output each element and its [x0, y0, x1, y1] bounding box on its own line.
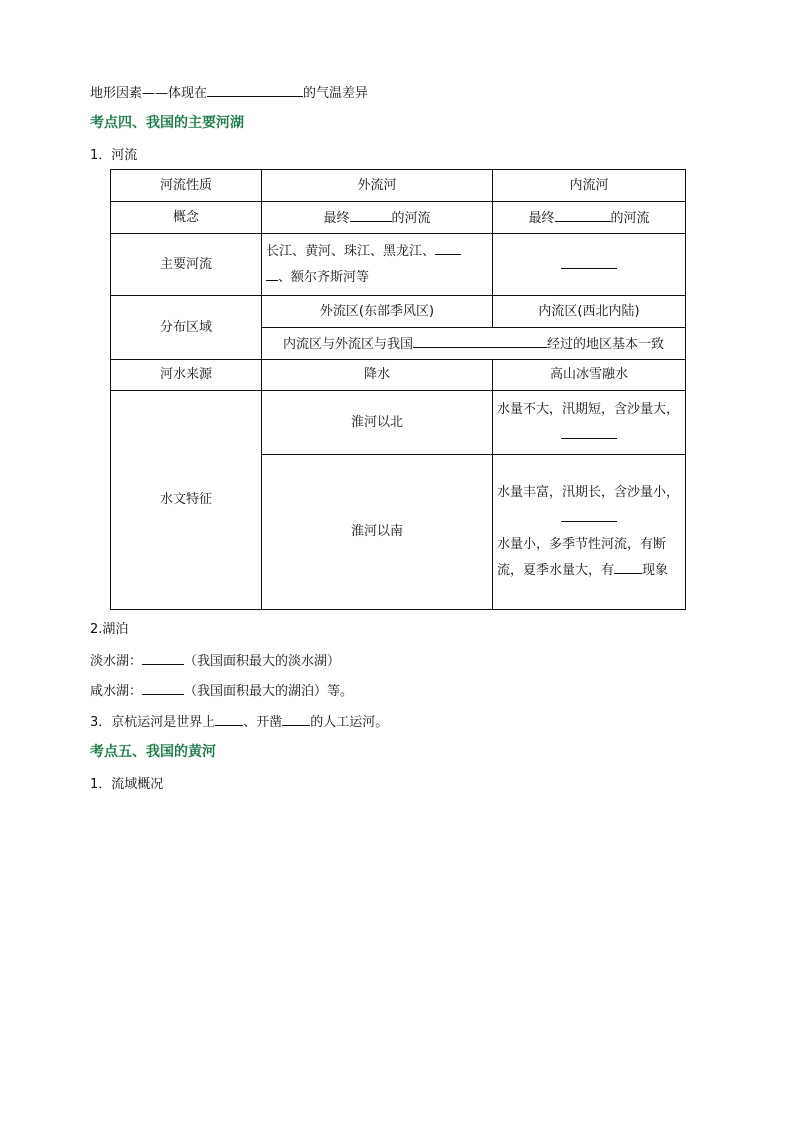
source-interior: 高山冰雪融水: [493, 360, 686, 391]
answer-blank[interactable]: [561, 508, 617, 522]
concept-interior: [493, 202, 686, 234]
main-rivers-interior: [493, 234, 686, 296]
basin-overview-label: 1．流域概况: [90, 777, 164, 792]
hydrology-north: 淮河以北: [262, 391, 493, 455]
cell-text: 内流区与外流区与我国: [282, 336, 413, 352]
cell-line: [266, 265, 488, 291]
line-text: 淡水湖：: [90, 654, 143, 669]
header-cell: 外流河: [262, 170, 493, 202]
distribution-merged: [262, 328, 686, 360]
lakes-label: 2.湖泊: [90, 622, 129, 637]
answer-blank[interactable]: [561, 255, 617, 269]
answer-blank[interactable]: [142, 651, 184, 665]
table-row: [111, 360, 686, 391]
distribution-interior: 内流区(西北内陆): [493, 296, 686, 328]
concept-exterior: [262, 202, 493, 234]
cell-text: 长江、黄河、珠江、黑龙江、: [266, 243, 436, 259]
terrain-factor-line: [90, 83, 368, 103]
row-label: 概念: [111, 202, 262, 234]
section5-heading: 考点五、我国的黄河: [90, 744, 216, 760]
terrain-suffix: 的气温差异: [303, 86, 369, 101]
cell-text: 经过的地区基本一致: [547, 336, 665, 352]
row-label: 分布区域: [111, 296, 262, 360]
cell-text: 的河流: [391, 210, 431, 226]
answer-blank[interactable]: [215, 712, 243, 726]
cell-text: 的河流: [610, 210, 650, 226]
rivers-table: [110, 169, 686, 610]
row-label: 水文特征: [111, 391, 262, 610]
answer-blank[interactable]: [435, 241, 461, 255]
main-rivers-exterior: [262, 234, 493, 296]
table-row: [111, 234, 686, 296]
answer-blank[interactable]: [413, 334, 547, 348]
line-text: （我国面积最大的湖泊）等。: [184, 684, 354, 699]
row-label: 河水来源: [111, 360, 262, 391]
answer-blank[interactable]: [207, 83, 303, 97]
source-exterior: 降水: [262, 360, 493, 391]
section4-heading: 考点四、我国的主要河湖: [90, 115, 244, 131]
saltwater-lake-line: [90, 681, 353, 701]
row-label: 主要河流: [111, 234, 262, 296]
cell-text: 流，夏季水量大，有: [497, 563, 615, 578]
cell-text: 、额尔齐斯河等: [278, 269, 370, 285]
cell-text: 最终: [323, 210, 350, 226]
answer-blank[interactable]: [142, 681, 184, 695]
canal-line: [90, 712, 388, 732]
answer-blank[interactable]: [561, 425, 617, 439]
cell-line: [497, 423, 681, 449]
table-row: [111, 391, 686, 455]
rivers-label: 1．河流: [90, 148, 138, 163]
cell-line: 水量丰富，汛期长，含沙量小，: [497, 485, 680, 500]
line-text: 、开凿: [243, 715, 283, 730]
line-text: 的人工运河。: [310, 715, 389, 730]
cell-line: [266, 239, 488, 265]
hydrology-south: 淮河以南: [262, 455, 493, 610]
cell-line: 水量不大，汛期短，含沙量大，: [497, 401, 680, 417]
answer-blank[interactable]: [555, 208, 611, 222]
answer-blank[interactable]: [614, 560, 642, 574]
table-row: [111, 170, 686, 202]
cell-text: 最终: [528, 210, 555, 226]
answer-blank[interactable]: [350, 208, 392, 222]
distribution-exterior: 外流区(东部季风区): [262, 296, 493, 328]
line-text: 3．京杭运河是世界上: [90, 715, 216, 730]
line-text: （我国面积最大的淡水湖）: [184, 654, 341, 669]
header-cell: 内流河: [493, 170, 686, 202]
freshwater-lake-line: [90, 651, 340, 671]
header-cell: 河流性质: [111, 170, 262, 202]
hydrology-north-interior: [493, 391, 686, 455]
line-text: 咸水湖：: [90, 684, 143, 699]
cell-line: [497, 558, 681, 584]
table-row: [111, 296, 686, 328]
cell-text: 现象: [642, 563, 669, 578]
answer-blank[interactable]: [266, 267, 278, 281]
table-row: [111, 202, 686, 234]
hydrology-south-interior: [493, 455, 686, 610]
cell-line: [497, 506, 681, 532]
cell-line: 水量小，多季节性河流，有断: [497, 537, 667, 552]
answer-blank[interactable]: [282, 712, 310, 726]
terrain-prefix: 地形因素——体现在: [90, 86, 208, 101]
